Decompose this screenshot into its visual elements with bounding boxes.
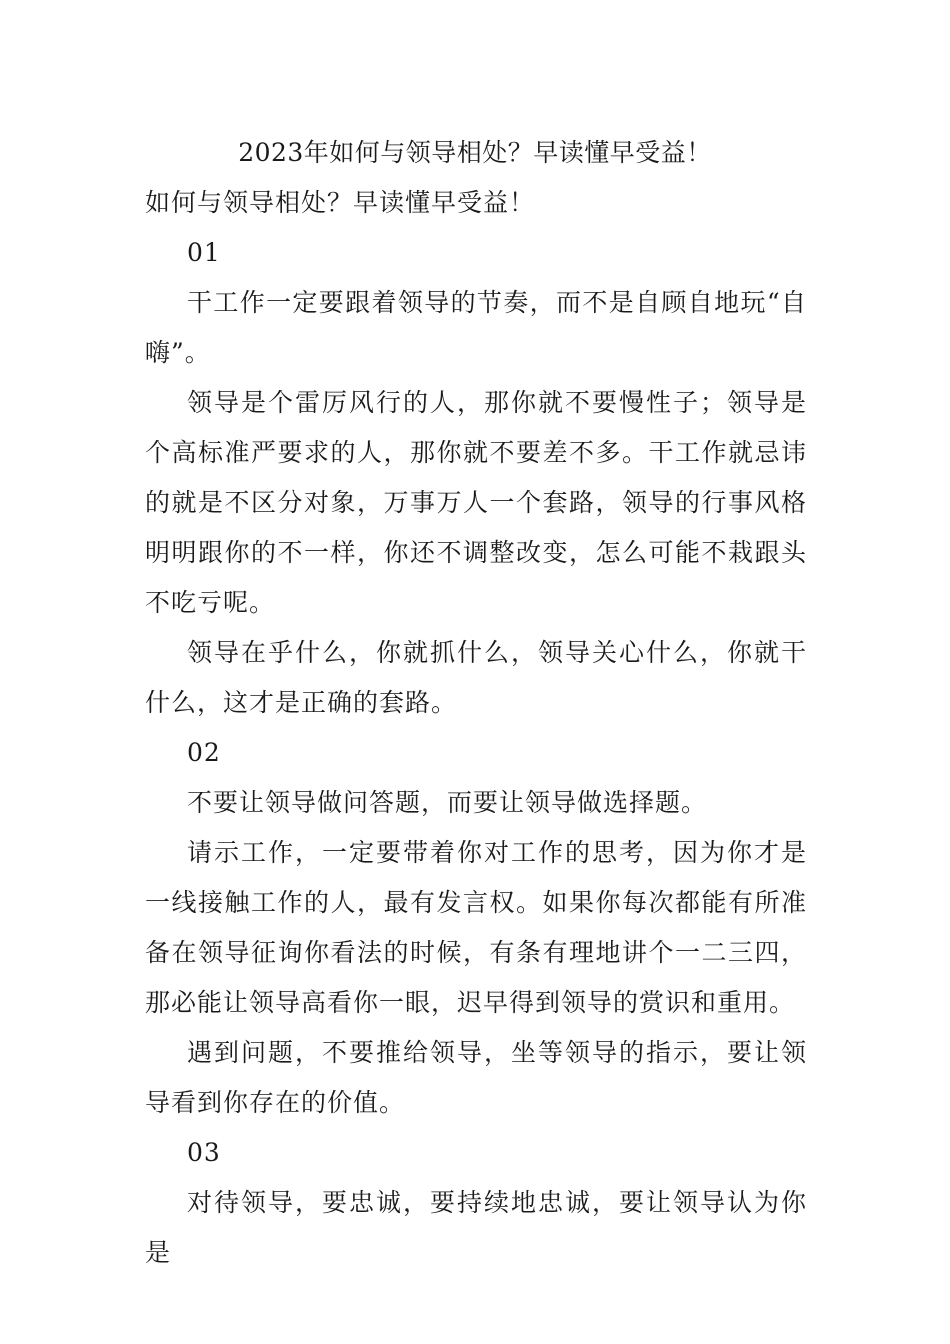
body-paragraph: 领导是个雷厉风行的人，那你就不要慢性子；领导是个高标准严要求的人，那你就不要差不多。干工作就忌讳的就是不区分对象，万事万人一个套路，领导的行事风格明明跟你的不一样，你还不调整改变，怎么可能不栽跟头不吃亏呢。	[145, 388, 807, 617]
body-paragraph: 请示工作，一定要带着你对工作的思考，因为你才是一线接触工作的人，最有发言权。如果你每次都能有所准备在领导征询你看法的时候，有条有理地讲个一二三四，那必能让领导高看你一眼，迟早得到领导的赏识和重用。	[145, 838, 807, 1017]
section-number: 02	[187, 738, 221, 767]
body-paragraph: 干工作一定要跟着领导的节奏，而不是自顾自地玩“自嗨”。	[145, 288, 807, 367]
body-paragraph: 不要让领导做问答题，而要让领导做选择题。	[187, 788, 708, 817]
section-number: 03	[187, 1138, 221, 1167]
section-number: 01	[187, 238, 221, 267]
body-paragraph: 对待领导，要忠诚，要持续地忠诚，要让领导认为你是	[145, 1188, 807, 1267]
document-title: 2023年如何与领导相处？早读懂早受益！	[238, 138, 712, 167]
document-body	[145, 178, 807, 1278]
body-paragraph: 遇到问题，不要推给领导，坐等领导的指示，要让领导看到你存在的价值。	[145, 1038, 807, 1117]
subtitle-paragraph: 如何与领导相处？早读懂早受益！	[145, 188, 536, 217]
body-paragraph: 领导在乎什么，你就抓什么，领导关心什么，你就干什么，这才是正确的套路。	[145, 638, 807, 717]
